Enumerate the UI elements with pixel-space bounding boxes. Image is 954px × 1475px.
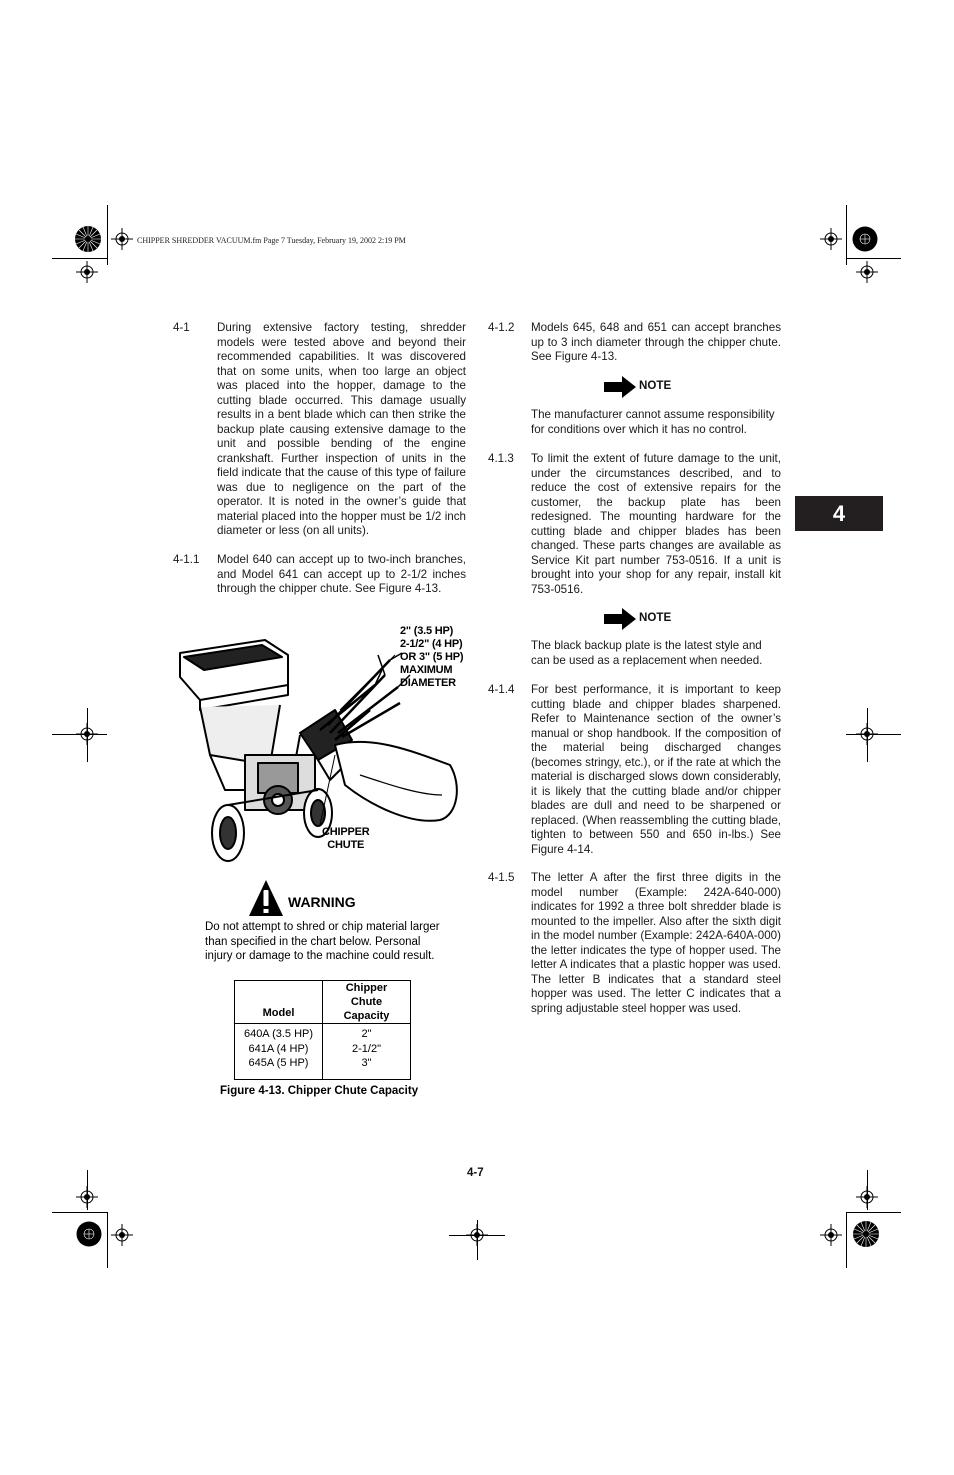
capacity-cell: 3" [361, 1057, 372, 1069]
column-header-line: Chipper Chute [345, 982, 388, 1008]
column-header-model: Model [235, 981, 323, 1024]
paragraph-4-1-4 [488, 683, 782, 858]
column-header-line: Capacity [343, 1010, 390, 1022]
registration-circle-icon [852, 226, 878, 252]
warning-line: injury or damage to the machine could result. [205, 950, 435, 962]
registration-target-icon [852, 1220, 880, 1248]
capacity-cell: 2-1/2" [352, 1042, 381, 1055]
diameter-label-line: 2" (3.5 HP) [400, 625, 454, 637]
note-text: The manufacturer cannot assume responsibility for conditions over which it has no control. [531, 408, 775, 436]
warning-text [205, 920, 440, 964]
model-cell: 645A (5 HP) [248, 1057, 309, 1069]
note-1-text [531, 408, 781, 437]
crosshair-icon [76, 723, 98, 745]
crosshair-icon [856, 1186, 878, 1208]
crosshair-icon [111, 228, 133, 250]
paragraph-text: To limit the extent of future damage to the unit, under the circumstances described, and to reduce the cost of extensive repairs for the customer, the backup plate has been redesigned. The mounting hardware for the cutting blade and chipper blades has been changed. These parts changes are available as Service Kit part number 753-0516. If a unit is brought into your shop for any repair, install kit 753-0516. [531, 452, 781, 596]
arrow-right-icon [604, 376, 636, 398]
warning-line: than specified in the chart below. Personal [205, 935, 421, 948]
paragraph-number: 4-1.5 [488, 871, 515, 884]
model-cell: 641A (4 HP) [248, 1042, 309, 1055]
file-info-header: CHIPPER SHREDDER VACUUM.fm Page 7 Tuesday, February 19, 2002 2:19 PM [137, 236, 406, 245]
chapter-tab: 4 [795, 496, 883, 531]
note-2 [604, 608, 684, 630]
warning-triangle-icon [248, 879, 284, 917]
chute-label-line: CHUTE [327, 839, 365, 851]
paragraph-text: For best performance, it is important to keep cutting blade and chipper blades sharpened. Refer to Maintenance section of the owner’s manual or shop handbook. If the composition of the material being discharged changes (becomes stringy, etc.), or if the rate at which the material is discharged slows down considerably, it is likely that the cutting blade and/or chipper blades are dull and need to be sharpened or replaced. (When reassembling the cutting blade, tighten to between 550 and 650 in-lbs.) See Figure 4-14. [531, 683, 781, 856]
paragraph-4-1-5 [488, 871, 782, 1031]
paragraph-number: 4.1.3 [488, 452, 514, 465]
diameter-label-line: DIAMETER [400, 677, 456, 689]
column-header-capacity [323, 981, 411, 1024]
paragraph-text: During extensive factory testing, shredder models were tested above and beyond their recommended capabilities. It was discovered that on some units, when too large an object was placed into the hopper, damage to the cutting blade occurred. This damage usually results in a bent blade which can then strike the backup plate causing extensive damage to the unit and possible bending of the engine crankshaft. Further inspection of units in the field indicate that the cause of this type of failure was due to negligence on the part of the operator. It is noted in the owner’s guide that material placed into the hopper must be 1/2 inch diameter or less (on all units). [217, 321, 466, 537]
diameter-label-line: OR 3" (5 HP) [400, 651, 464, 663]
registration-target-icon [74, 225, 102, 253]
paragraph-4-1-1 [173, 553, 467, 613]
paragraph-text: The letter A after the first three digits in the model number (Example: 242A-640-000) indicates for 1992 a three bolt shredder blade is mounted to the impeller. Also after the sixth digit in the model number (Example: 242A-640A-000) the letter indicates the type of hopper used. The letter A indicates that a plastic hopper was used. The letter B indicates that a standard steel hopper was used. The letter C indicates that a spring adjustable steel hopper was used. [531, 871, 781, 1015]
figure-caption: Figure 4-13. Chipper Chute Capacity [220, 1085, 419, 1097]
paragraph-number: 4-1.2 [488, 321, 515, 334]
capacity-table [234, 980, 411, 1080]
table-cell-models [235, 1024, 323, 1080]
crosshair-icon [76, 1186, 98, 1208]
figure-4-13 [170, 615, 470, 1105]
note-1 [604, 376, 684, 398]
crosshair-icon [820, 1224, 842, 1246]
paragraph-4-1-3 [488, 452, 782, 597]
paragraph-number: 4-1.1 [173, 553, 200, 566]
chute-label [322, 826, 370, 852]
capacity-cell: 2" [361, 1028, 372, 1040]
crosshair-icon [856, 723, 878, 745]
crosshair-icon [76, 261, 98, 283]
paragraph-4-1 [173, 321, 467, 541]
note-2-text [531, 639, 781, 668]
paragraph-4-1-2 [488, 321, 782, 366]
warning-line: Do not attempt to shred or chip material larger [205, 921, 440, 933]
arrow-right-icon [604, 608, 636, 630]
crosshair-icon [820, 228, 842, 250]
model-cell: 640A (3.5 HP) [243, 1028, 314, 1040]
paragraph-text: Model 640 can accept up to two-inch branches, and Model 641 can accept up to 2-1/2 inches through the chipper chute. See Figure 4-13. [217, 553, 466, 595]
warning-title: WARNING [288, 894, 356, 910]
note-text: The black backup plate is the latest style and can be used as a replacement when needed. [531, 639, 763, 667]
paragraph-text: Models 645, 648 and 651 can accept branches up to 3 inch diameter through the chipper chute. See Figure 4-13. [531, 321, 781, 363]
paragraph-number: 4-1 [173, 321, 190, 334]
table-row [235, 1024, 411, 1080]
diameter-label-line: MAXIMUM [400, 664, 453, 676]
page-number: 4-7 [467, 1167, 484, 1179]
chute-label-line: CHIPPER [322, 826, 370, 838]
crosshair-icon [466, 1224, 488, 1246]
table-header-row [235, 981, 411, 1024]
note-label: NOTE [639, 611, 672, 624]
crosshair-icon [111, 1224, 133, 1246]
registration-circle-icon [76, 1221, 102, 1247]
table-cell-capacities [323, 1024, 411, 1080]
diameter-label [400, 625, 463, 690]
diameter-label-line: 2-1/2" (4 HP) [400, 638, 463, 650]
paragraph-number: 4-1.4 [488, 683, 515, 696]
note-label: NOTE [639, 379, 672, 392]
crosshair-icon [856, 261, 878, 283]
